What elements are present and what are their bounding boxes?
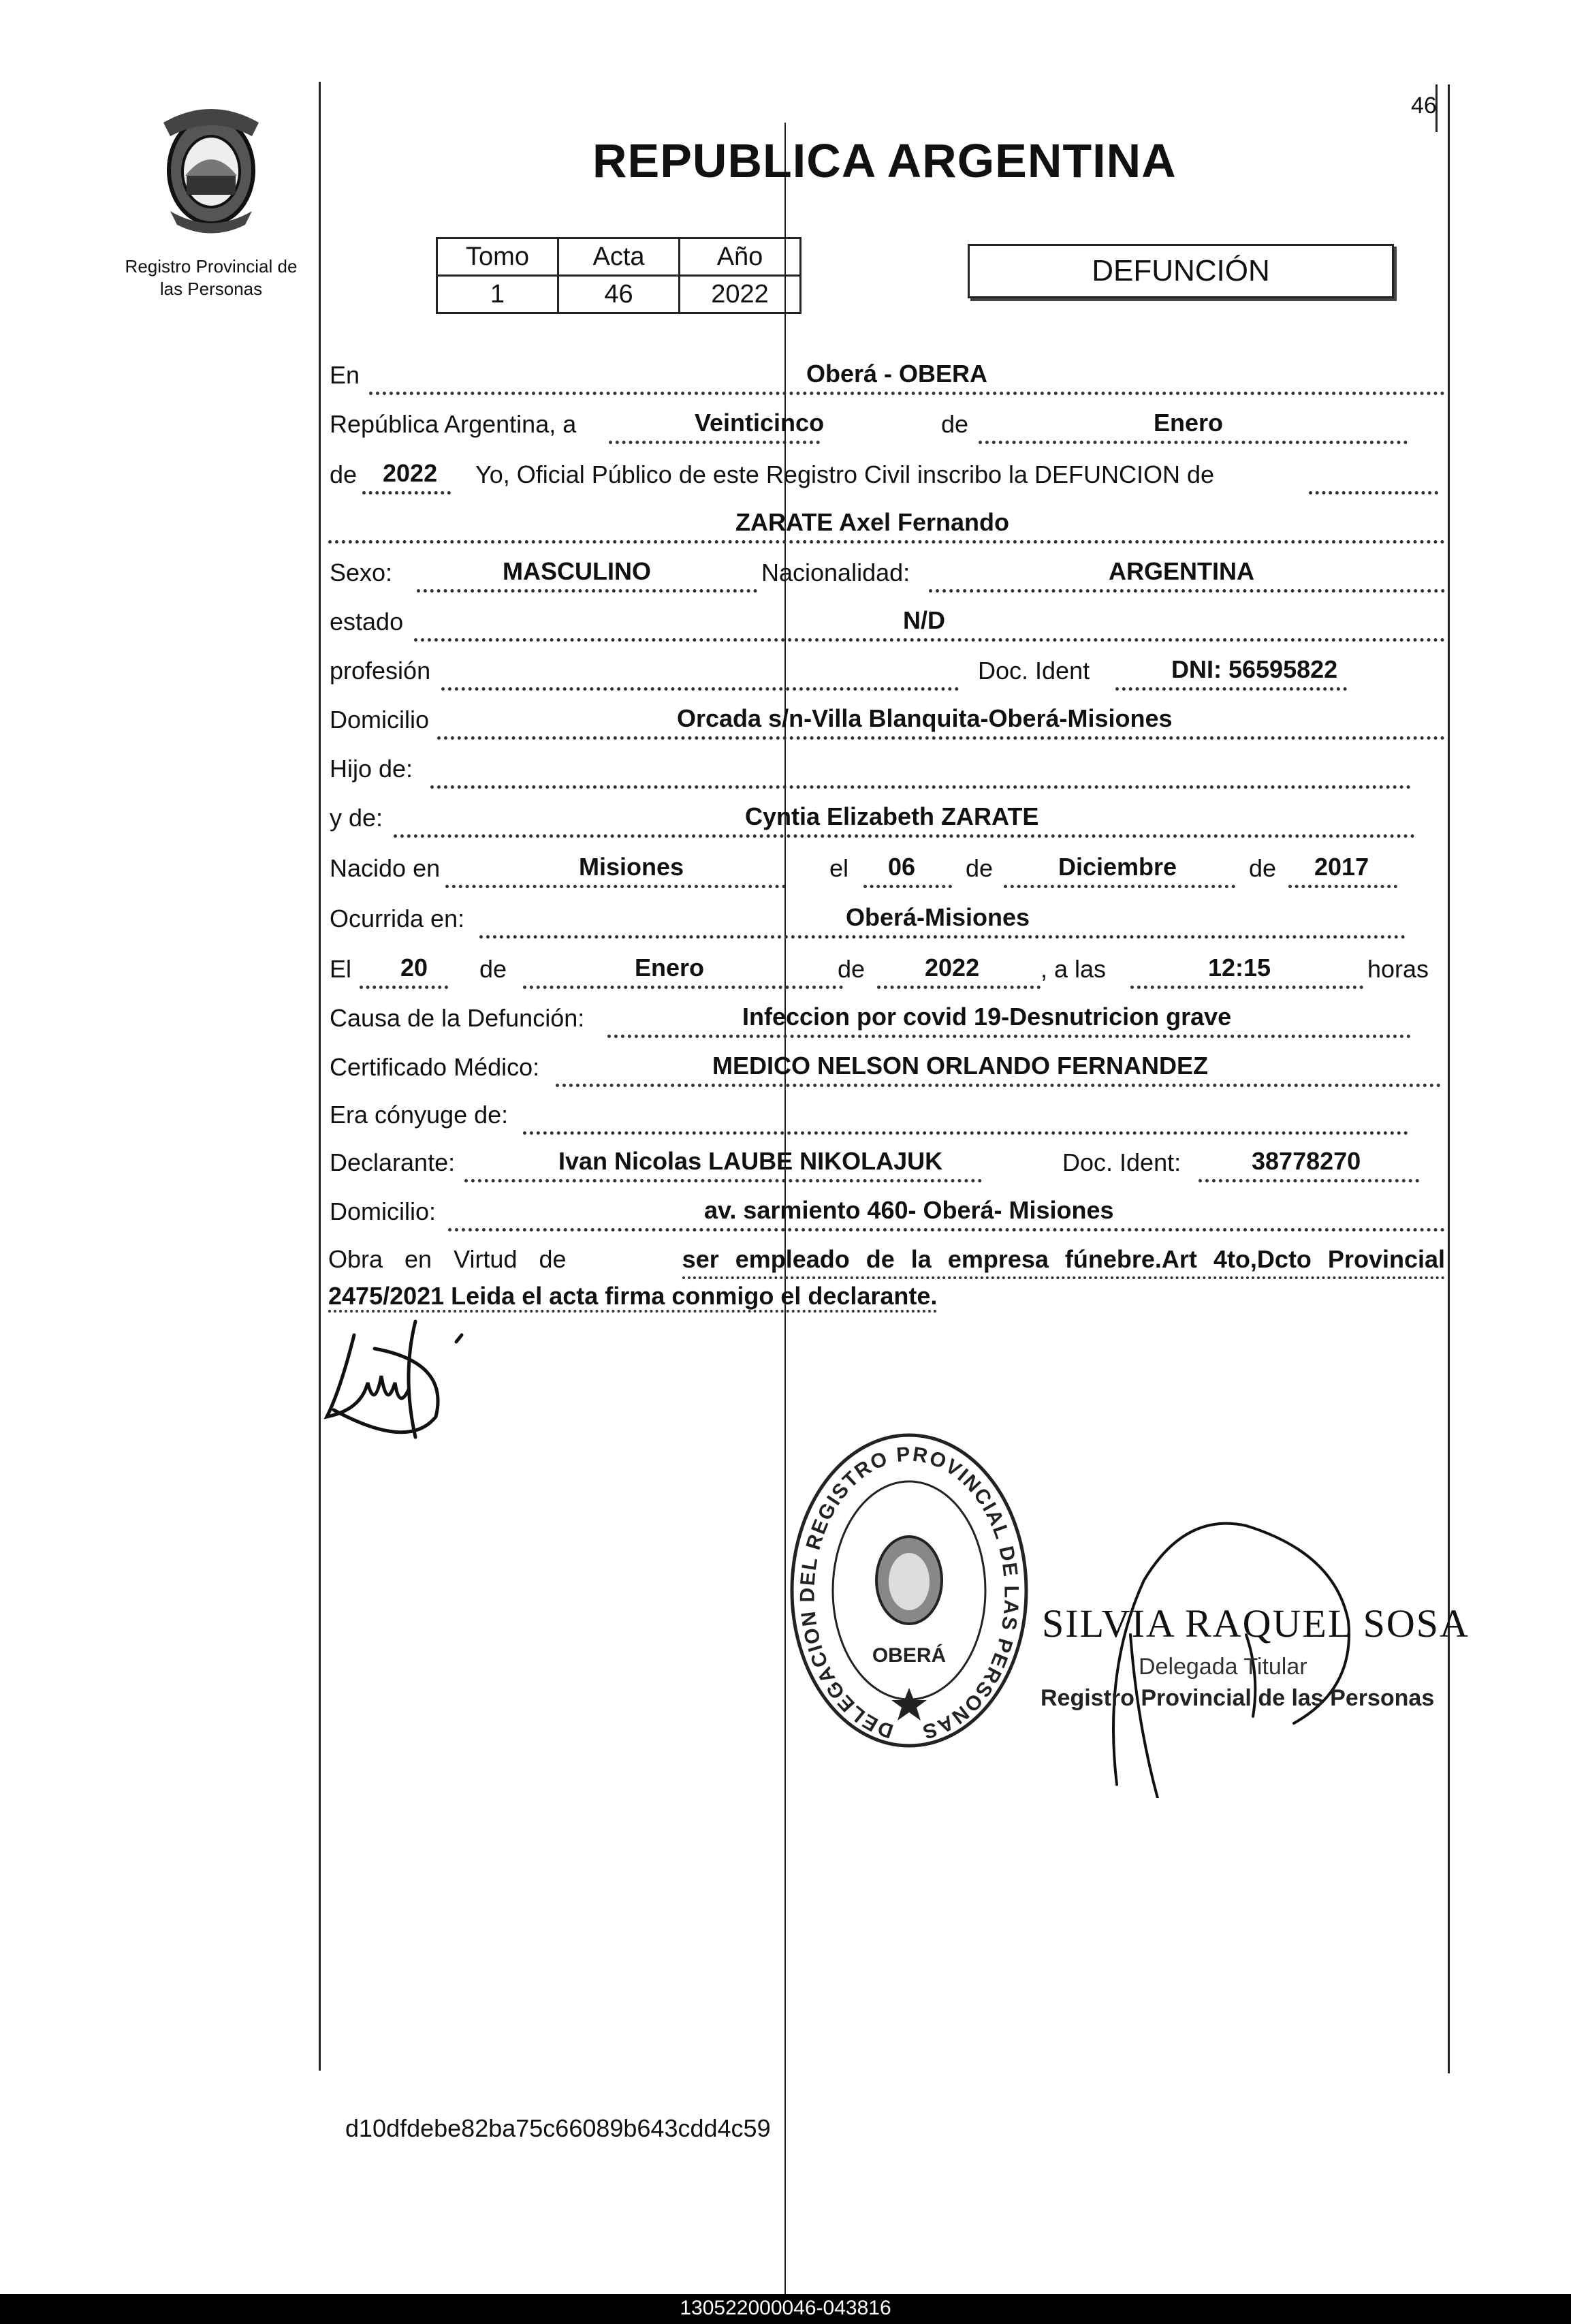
causa-label: Causa de la Defunción: xyxy=(330,1004,585,1032)
stamp-ring-text: DELEGACION DEL REGISTRO PROVINCIAL DE LAS PERSONAS xyxy=(796,1443,1023,1744)
stamp-bottom-text: OBERÁ xyxy=(872,1644,947,1667)
deceased-name: ZARATE Axel Fernando xyxy=(735,508,1010,536)
line-republica xyxy=(328,406,1445,448)
line-domicilio xyxy=(328,702,1445,744)
record-table-header-row xyxy=(437,238,801,276)
header-acta: Acta xyxy=(558,238,680,276)
ocurrida-label: Ocurrida en: xyxy=(330,905,465,932)
line-declarante xyxy=(328,1144,1445,1187)
obra-line-1 xyxy=(328,1242,1445,1279)
line-decl-domicilio xyxy=(328,1193,1445,1236)
doc-label: Doc. Ident xyxy=(978,657,1090,685)
alas-label: , a las xyxy=(1041,955,1107,983)
estado-label: estado xyxy=(330,608,404,635)
header-tomo: Tomo xyxy=(437,238,558,276)
line-deceased-name xyxy=(328,505,1445,548)
line-certificado xyxy=(328,1049,1445,1091)
line-hijo xyxy=(328,751,1445,793)
registry-caption-line1: Registro Provincial de xyxy=(125,256,298,277)
oficial-text: Yo, Oficial Público de este Registro Civil inscribo la DEFUNCION de xyxy=(475,460,1215,488)
nacionalidad-label: Nacionalidad: xyxy=(761,559,910,586)
el2-label: El xyxy=(330,955,352,983)
republica-label: República Argentina, a xyxy=(330,410,577,438)
death-de1: de xyxy=(479,955,507,983)
page-title: REPUBLICA ARGENTINA xyxy=(592,134,1177,187)
birth-de2: de xyxy=(1249,854,1277,882)
hijo-label: Hijo de: xyxy=(330,755,413,783)
record-type-box: DEFUNCIÓN xyxy=(968,244,1394,298)
decl-doc-label: Doc. Ident: xyxy=(1062,1148,1181,1176)
right-margin-rule xyxy=(1448,84,1450,2073)
sexo-value: MASCULINO xyxy=(503,557,651,585)
nacido-label: Nacido en xyxy=(330,854,441,882)
left-margin-rule xyxy=(319,82,321,2071)
line-estado xyxy=(328,603,1445,646)
line-conyuge xyxy=(328,1097,1445,1139)
line-year-oficial xyxy=(328,456,1445,499)
document-hash: d10dfdebe82ba75c66089b643cdd4c59 xyxy=(345,2114,771,2142)
day-value: Veinticinco xyxy=(695,409,825,437)
birth-year: 2017 xyxy=(1314,853,1369,881)
line-causa xyxy=(328,1000,1445,1042)
death-time: 12:15 xyxy=(1208,954,1271,982)
domicilio-label: Domicilio xyxy=(330,706,430,734)
year-prefix: de xyxy=(330,460,358,488)
declarante-label: Declarante: xyxy=(330,1148,456,1176)
ocurrida-value: Oberá-Misiones xyxy=(846,903,1030,931)
obra-value: ser empleado de la empresa fúnebre.Art 4to,Dcto Provincial xyxy=(682,1242,1445,1279)
line-ocurrida xyxy=(328,900,1445,943)
estado-value: N/D xyxy=(903,606,945,634)
death-day: 20 xyxy=(400,954,428,982)
official-signature xyxy=(1076,1498,1362,1802)
certificado-value: MEDICO NELSON ORLANDO FERNANDEZ xyxy=(712,1052,1208,1080)
obra-label: Obra en Virtud de xyxy=(328,1245,567,1273)
decl-dom-value: av. sarmiento 460- Oberá- Misiones xyxy=(704,1196,1114,1224)
official-org: Registro Provincial de las Personas xyxy=(1041,1685,1435,1711)
death-month: Enero xyxy=(635,954,705,982)
en-label: En xyxy=(330,361,360,389)
official-name: SILVIA RAQUEL SOSA xyxy=(1042,1601,1470,1646)
line-en xyxy=(328,357,1445,399)
year-value: 2022 xyxy=(383,459,438,487)
line-death-date xyxy=(328,951,1445,993)
header-ano: Año xyxy=(680,238,801,276)
line-yde xyxy=(328,800,1445,842)
province-emblem xyxy=(143,95,279,242)
record-table-value-row xyxy=(437,276,801,313)
yde-value: Cyntia Elizabeth ZARATE xyxy=(745,802,1039,830)
sexo-label: Sexo: xyxy=(330,559,393,586)
line-profesion xyxy=(328,653,1445,695)
registry-caption xyxy=(102,255,320,300)
domicilio-value: Orcada s/n-Villa Blanquita-Oberá-Misiones xyxy=(677,704,1173,732)
decl-dom-label: Domicilio: xyxy=(330,1197,437,1225)
value-acta: 46 xyxy=(558,276,680,313)
month-value: Enero xyxy=(1154,409,1224,437)
decl-doc-value: 38778270 xyxy=(1252,1147,1361,1175)
birth-month: Diciembre xyxy=(1058,853,1177,881)
official-stamp xyxy=(783,1424,1035,1761)
line-sexo xyxy=(328,554,1445,597)
conyuge-label: Era cónyuge de: xyxy=(330,1101,509,1129)
certificado-label: Certificado Médico: xyxy=(330,1053,540,1081)
yde-label: y de: xyxy=(330,804,383,832)
official-role: Delegada Titular xyxy=(1139,1654,1307,1680)
death-de2: de xyxy=(838,955,866,983)
causa-value: Infeccion por covid 19-Desnutricion grave xyxy=(742,1003,1232,1031)
barcode-id: 130522000046-043816 xyxy=(680,2297,891,2319)
profesion-label: profesión xyxy=(330,657,431,685)
declarante-value: Ivan Nicolas LAUBE NIKOLAJUK xyxy=(558,1147,943,1175)
el-label: el xyxy=(829,854,849,882)
birth-day: 06 xyxy=(888,853,916,881)
doc-value: DNI: 56595822 xyxy=(1171,655,1338,683)
declarant-signature xyxy=(313,1308,477,1447)
page-number: 46 xyxy=(1411,93,1437,119)
horas-label: horas xyxy=(1367,955,1429,983)
obra-value-2: 2475/2021 Leida el acta firma conmigo el declarante. xyxy=(328,1282,937,1313)
death-year: 2022 xyxy=(925,954,980,982)
registry-caption-line2: las Personas xyxy=(159,279,263,299)
line-nacido xyxy=(328,850,1445,892)
value-tomo: 1 xyxy=(437,276,558,313)
value-ano: 2022 xyxy=(680,276,801,313)
nacido-value: Misiones xyxy=(579,853,684,881)
en-value: Oberá - OBERA xyxy=(806,360,988,388)
obra-paragraph xyxy=(328,1242,1445,1313)
nacionalidad-value: ARGENTINA xyxy=(1109,557,1254,585)
obra-line-2 xyxy=(328,1279,1445,1313)
record-table xyxy=(436,237,802,314)
birth-de1: de xyxy=(966,854,994,882)
de-label: de xyxy=(941,410,969,438)
